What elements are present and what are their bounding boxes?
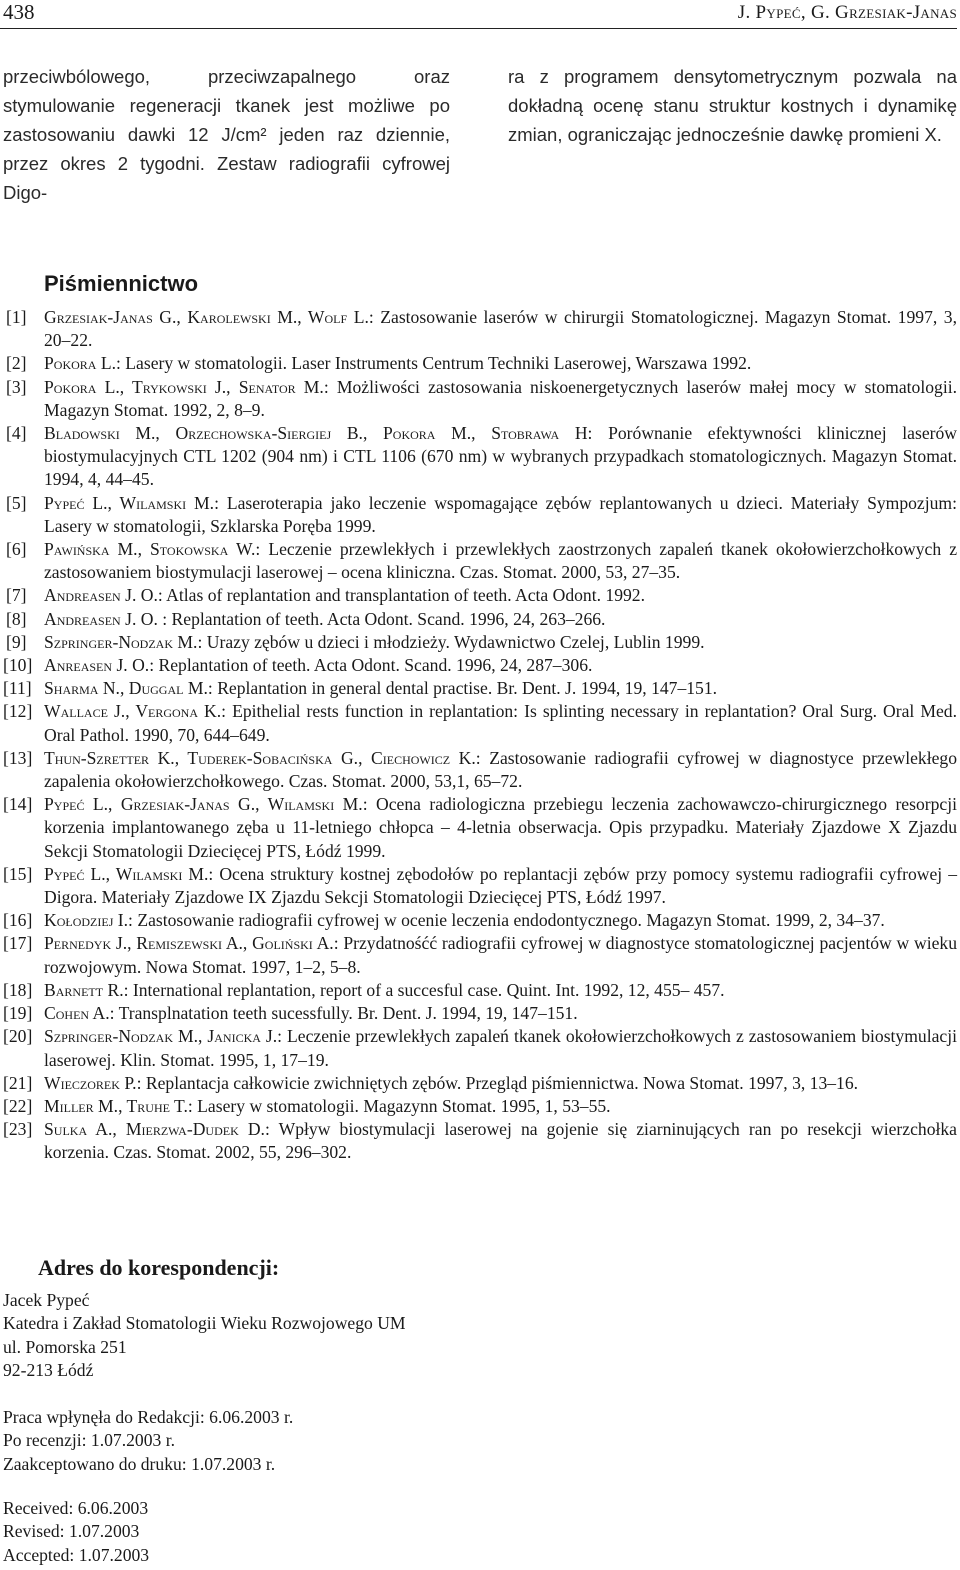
reference-item bbox=[0, 1095, 957, 1118]
reference-number: [5] bbox=[6, 492, 27, 513]
reference-text: : Zastosowanie laserów w chirurgii Stomatologicznej. Magazyn Stomat. 1997, 3, 20–22. bbox=[44, 307, 957, 351]
reference-text: : Leczenie przewlekłych i przewlekłych zaostrzonych zapaleń tkanek okołowierzchołkowych z zastosowaniem biostymulacji laserowej – ocena kliniczna. Czas. Stomat. 2000, 53, 27–35. bbox=[44, 539, 958, 583]
reference-item bbox=[0, 932, 957, 978]
body-column-right bbox=[508, 62, 957, 149]
reference-text: : Lasery w stomatologii. Magazynn Stomat. 1995, 1, 53–55. bbox=[187, 1095, 611, 1116]
reference-item bbox=[0, 376, 957, 422]
date-line: Po recenzji: 1.07.2003 r. bbox=[3, 1430, 175, 1451]
reference-item bbox=[0, 584, 957, 607]
reference-number: [17] bbox=[3, 933, 33, 954]
reference-authors: Grzesiak-Janas G., Karolewski M., Wolf L. bbox=[44, 307, 369, 327]
reference-authors: Andreasen J. O. bbox=[44, 608, 158, 629]
date-line: Revised: 1.07.2003 bbox=[3, 1521, 140, 1542]
reference-authors: Pypeć L., Wilamski M. bbox=[44, 492, 215, 513]
body-column-left bbox=[3, 62, 450, 207]
reference-item bbox=[0, 1002, 957, 1025]
reference-number: [7] bbox=[6, 585, 27, 606]
reference-item bbox=[0, 422, 957, 492]
reference-item bbox=[0, 306, 957, 352]
correspondence-address bbox=[3, 1289, 406, 1383]
reference-item bbox=[0, 1025, 957, 1071]
reference-authors: Pokora L., Trykowski J., Senator M. bbox=[44, 376, 324, 397]
reference-text: : Replantation of teeth. Acta Odont. Scand. 1996, 24, 263–266. bbox=[157, 608, 606, 629]
body-paragraph-left: przeciwbólowego, przeciwzapalnego oraz stymulowanie regeneracji tkanek jest możliwe po zastosowaniu dawki 12 J/cm² jeden raz dziennie, przez okres 2 tygodni. Zestaw radiografii cyfrowej Digo- bbox=[3, 66, 450, 203]
date-line: Praca wpłynęła do Redakcji: 6.06.2003 r. bbox=[3, 1407, 294, 1427]
page-number: 438 bbox=[3, 0, 35, 24]
editorial-dates-english bbox=[3, 1497, 149, 1567]
reference-item bbox=[0, 608, 957, 631]
reference-authors: Kołodziej I. bbox=[44, 910, 129, 931]
reference-text: : Replantacja całkowicie zwichniętych zębów. Przegląd piśmiennictwa. Nowa Stomat. 1997, 3, 13–16. bbox=[136, 1072, 859, 1093]
reference-item bbox=[0, 1118, 957, 1164]
reference-authors: Pernedyk J., Remiszewski A., Goliński A. bbox=[44, 933, 334, 954]
reference-authors: Andreasen J. O. bbox=[44, 585, 158, 606]
reference-text: : Ocena struktury kostnej zębodołów po replantacji zębów przy pomocy systemu radiografii cyfrowej – Digora. Materiały Zjazdowe IX Zjazdu Sekcji Stomatologii Dziecięcej PTS, Łódź 1997. bbox=[44, 863, 957, 908]
reference-text: : Replantation of teeth. Acta Odont. Scand. 1996, 24, 287–306. bbox=[149, 655, 593, 676]
reference-item bbox=[0, 909, 957, 932]
reference-authors: Cohen A. bbox=[44, 1003, 110, 1024]
reference-text: : Przydatnośćć radiografii cyfrowej w diagnostyce stomatologicznej pacjentów w wieku rozwojowym. Nowa Stomat. 1997, 1–2, 5–8. bbox=[44, 933, 957, 977]
reference-authors: Bladowski M., Orzechowska-Siergiej B., Pokora M., Stobrawa bbox=[44, 423, 560, 444]
editorial-dates-polish bbox=[3, 1406, 293, 1476]
reference-authors: Miller M., Truhe T. bbox=[44, 1095, 188, 1116]
correspondence-heading: Adres do korespondencji: bbox=[38, 1255, 280, 1280]
reference-authors: Pypeć L., Grzesiak-Janas G., Wilamski M. bbox=[44, 794, 363, 815]
reference-number: [19] bbox=[3, 1003, 33, 1024]
reference-number: [9] bbox=[6, 631, 27, 652]
reference-number: [4] bbox=[6, 423, 27, 444]
reference-text: : Leczenie przewlekłych zapaleń tkanek okołowierzchołkowych z zastosowaniem biostymulacji laserowej. Klin. Stomat. 1995, 1, 17–19. bbox=[44, 1026, 957, 1070]
reference-item bbox=[0, 979, 957, 1002]
reference-number: [13] bbox=[3, 747, 33, 768]
address-line: Katedra i Zakład Stomatologii Wieku Rozwojowego UM bbox=[3, 1313, 406, 1334]
reference-authors: Sharma N., Duggal M. bbox=[44, 678, 208, 699]
reference-number: [3] bbox=[6, 376, 27, 397]
reference-text: : Wpływ biostymulacji laserowej na gojenie się ziarninujących ran po resekcji wierzchołka korzenia. Czas. Stomat. 2002, 55, 296–302. bbox=[44, 1119, 957, 1163]
reference-text: : Urazy zębów u dzieci i młodzieży. Wydawnictwo Czelej, Lublin 1999. bbox=[197, 631, 705, 652]
reference-text: : Zastosowanie radiografii cyfrowej w diagnostyce przewlekłego zapalenia okołowierzchołkowego. Czas. Stomat. 2000, 53,1, 65–72. bbox=[44, 747, 957, 792]
reference-number: [2] bbox=[6, 353, 27, 374]
reference-authors: Barnett R. bbox=[44, 979, 124, 1000]
reference-text: : Atlas of replantation and transplantation of teeth. Acta Odont. 1992. bbox=[157, 585, 645, 606]
address-line: ul. Pomorska 251 bbox=[3, 1336, 127, 1357]
reference-text: : Możliwości zastosowania niskoenergetycznych laserów małej mocy w stomatologii. Magazyn Stomat. 1992, 2, 8–9. bbox=[44, 376, 957, 420]
reference-number: [1] bbox=[6, 307, 27, 327]
address-line: Jacek Pypeć bbox=[3, 1290, 90, 1310]
reference-number: [8] bbox=[6, 608, 27, 629]
reference-text: H: Porównanie efektywności klinicznej laserów biostymulacyjnych CTL 1202 (904 nm) i CTL 1106 (670 nm) w wybranych przypadkach stomatologicznych. Magazyn Stomat. 1994, 4, 44–45. bbox=[44, 423, 957, 490]
reference-authors: Pokora L. bbox=[44, 353, 116, 374]
reference-authors: Anreasen J. O. bbox=[44, 655, 150, 676]
running-head: J. Pypeć, G. Grzesiak-Janas bbox=[737, 2, 957, 23]
reference-item bbox=[0, 352, 957, 375]
address-line: 92-213 Łódź bbox=[3, 1360, 94, 1381]
reference-number: [10] bbox=[3, 655, 33, 676]
reference-item bbox=[0, 793, 957, 863]
reference-text: : Laseroterapia jako leczenie wspomagające zębów replantowanych u dzieci. Materiały Sympozjum: Lasery w stomatologii, Szklarska Poręba 1999. bbox=[44, 492, 958, 536]
reference-item bbox=[0, 747, 957, 793]
reference-authors: Pawińska M., Stokowska W. bbox=[44, 539, 256, 560]
reference-text: : Transplnatation teeth sucessfully. Br. Dent. J. 1994, 19, 147–151. bbox=[109, 1003, 578, 1024]
reference-item bbox=[0, 538, 957, 584]
reference-item bbox=[0, 677, 957, 700]
reference-list bbox=[0, 306, 957, 1165]
reference-text: : International replantation, report of a succesful case. Quint. Int. 1992, 12, 455– 457. bbox=[123, 979, 725, 1000]
reference-item bbox=[0, 863, 957, 909]
reference-authors: Szpringer-Nodzak M. bbox=[44, 631, 198, 652]
page-header bbox=[0, 0, 957, 29]
reference-number: [6] bbox=[6, 539, 27, 560]
reference-authors: Szpringer-Nodzak M., Janicka J. bbox=[44, 1026, 278, 1047]
reference-number: [20] bbox=[3, 1026, 33, 1047]
date-line: Received: 6.06.2003 bbox=[3, 1498, 149, 1518]
reference-authors: Wieczorek P. bbox=[44, 1072, 137, 1093]
reference-authors: Wallace J., Vergona K. bbox=[44, 701, 222, 722]
reference-authors: Pypeć L., Wilamski M. bbox=[44, 863, 209, 884]
reference-item bbox=[0, 700, 957, 746]
reference-number: [12] bbox=[3, 701, 33, 722]
reference-number: [14] bbox=[3, 794, 33, 815]
reference-number: [21] bbox=[3, 1072, 33, 1093]
reference-text: : Ocena radiologiczna przebiegu leczenia zachowawczo-chirurgicznego resorpcji korzenia implantowanego zęba u 11-letniego chłopca – 4-letnia obserwacja. Opis przypadku. Materiały Zjazdowe X Zjazdu Sekcji Stomatologii Dziecięcej PTS, Łódź 1999. bbox=[44, 794, 957, 861]
reference-item bbox=[0, 1072, 957, 1095]
reference-text: : Epithelial rests function in replantation: Is splinting necessary in replantation? Oral Surg. Oral Med. Oral Pathol. 1990, 70, 644–649. bbox=[44, 701, 957, 745]
reference-item bbox=[0, 631, 957, 654]
reference-authors: Thun-Szretter K., Tuderek-Sobacińska G., Ciechowicz K. bbox=[44, 747, 476, 768]
date-line: Accepted: 1.07.2003 bbox=[3, 1544, 150, 1565]
reference-text: : Zastosowanie radiografii cyfrowej w ocenie leczenia endodontycznego. Magazyn Stomat. 1999, 2, 34–37. bbox=[128, 910, 885, 931]
reference-text: : Replantation in general dental practise. Br. Dent. J. 1994, 19, 147–151. bbox=[207, 678, 718, 699]
reference-item bbox=[0, 492, 957, 538]
reference-number: [15] bbox=[3, 863, 33, 884]
reference-number: [16] bbox=[3, 910, 33, 931]
reference-item bbox=[0, 654, 957, 677]
reference-number: [11] bbox=[3, 678, 32, 699]
reference-number: [23] bbox=[3, 1119, 33, 1140]
date-line: Zaakceptowano do druku: 1.07.2003 r. bbox=[3, 1453, 276, 1474]
reference-number: [18] bbox=[3, 979, 33, 1000]
reference-number: [22] bbox=[3, 1095, 33, 1116]
reference-authors: Sulka A., Mierzwa-Dudek D. bbox=[44, 1119, 265, 1140]
body-paragraph-right: ra z programem densytometrycznym pozwala na dokładną ocenę stanu struktur kostnych i dynamikę zmian, ograniczając jednocześnie dawkę promieni X. bbox=[508, 66, 957, 145]
reference-text: : Lasery w stomatologii. Laser Instruments Centrum Techniki Laserowej, Warszawa 1992. bbox=[116, 353, 752, 374]
references-heading: Piśmiennictwo bbox=[44, 271, 199, 296]
